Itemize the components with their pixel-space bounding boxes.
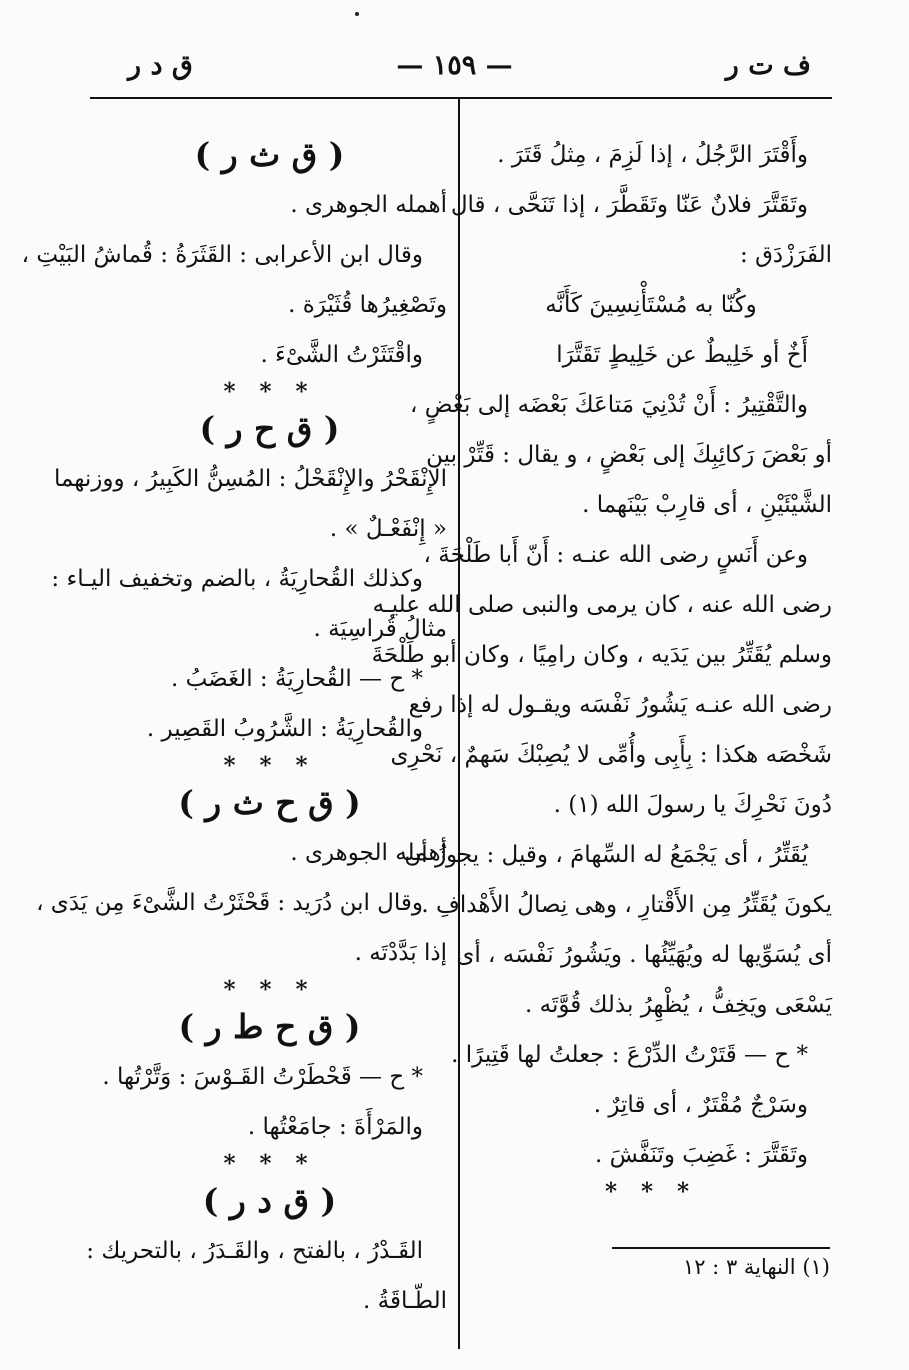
section-separator: * * * — [223, 1150, 316, 1177]
text-line: والتَّقْتِيرُ : أَنْ تُدْنِيَ مَتاعَكَ بَعْضَه إلى بَعْضٍ ، — [409, 392, 808, 418]
text-line: شَخْصَه هكذا : بِأَبِى وأُمِّى لا يُصِبْكَ سَهمٌ ، نَحْرِى — [390, 742, 832, 768]
section-separator: * * * — [223, 752, 316, 779]
text-line: القَـدْرُ ، بالفتح ، والقَـدَرُ ، بالتحريك : — [86, 1238, 423, 1264]
text-line: وقال ابن دُرَيد : قَحْثَرْتُ الشَّىْءَ مِن يَدَى ، — [36, 890, 423, 916]
text-line: * ح — القُحارِيَةُ : الغَضَبُ . — [170, 666, 423, 692]
text-line: أَخٌ أو خَلِيطٌ عن خَلِيطٍ تَقَتَّرَا — [556, 342, 808, 368]
text-line: * ح — قَحْطَرْتُ القَـوْسَ : وَتَّرْتُها . — [102, 1064, 423, 1090]
text-line: الطّـاقَةُ . — [363, 1288, 447, 1314]
page-number: — ١٥٩ — — [396, 50, 513, 81]
text-line: وتَقَتَّرَ فلانٌ عَنّا وتَقَطَّرَ ، إذا تَنَحَّى ، قال — [450, 192, 808, 218]
page-mark — [355, 12, 359, 16]
text-line: أو بَعْضَ رَكائِبِكَ إلى بَعْضٍ ، و يقال : قَتِّرْ بين — [426, 442, 832, 468]
text-line: أهمله الجوهرى . — [290, 840, 447, 866]
text-line: رضى الله عنه ، كان يرمى والنبى صلى الله عليـه — [372, 592, 832, 618]
header-root-right: ف ت ر — [725, 50, 811, 81]
header-root-left: ق د ر — [128, 50, 193, 81]
text-line: وتَقَتَّرَ : غَضِبَ وتَنَفَّشَ . — [594, 1142, 808, 1168]
text-line: يَسْعَى ويَخِفُّ ، يُظْهِرُ بذلك قُوَّتَه . — [525, 992, 832, 1018]
text-line: رضى الله عنـه يَشُورُ نَفْسَه ويقـول له إذا رفع — [408, 692, 832, 718]
text-line: « إِنْفَعْـلٌ » . — [329, 516, 447, 542]
text-line: وسَرْجٌ مُقْتَرٌ ، أى قاتِرٌ . — [593, 1092, 808, 1118]
text-line: والمَرْأَةَ : جامَعْتُها . — [247, 1114, 423, 1140]
text-line: وعن أَنَسٍ رضى الله عنـه : أَنّ أَبا طَلْحَةَ ، — [423, 542, 808, 568]
text-line: يُقَتِّرُ ، أى يَجْمَعُ له السِّهامَ ، وقيل : يجوزُ أن — [404, 842, 808, 868]
text-line: وقال ابن الأعرابى : القَثَرَةُ : قُماشُ البَيْتِ ، — [21, 242, 423, 268]
text-line: مثالُ قُراسِيَة . — [313, 616, 447, 642]
entry-heading: ( ق ث ر ) — [194, 135, 345, 174]
text-line: الفَرَزْدَق : — [740, 242, 832, 268]
text-line: وتَصْغِيرُها قُثَيْرَة . — [288, 292, 447, 318]
text-line: أهمله الجوهرى . — [290, 192, 447, 218]
text-line: دُونَ نَحْرِكَ يا رسولَ الله (١) . — [553, 792, 832, 818]
left-column — [21, 130, 447, 1326]
section-separator: * * * — [223, 378, 316, 405]
text-line: وكُنّا به مُسْتَأْنِسِينَ كَأَنَّه — [545, 292, 757, 318]
section-separator: * * * — [223, 976, 316, 1003]
text-line: أى يُسَوِّيها له ويُهَيِّئُها . ويَشُورُ نَفْسَه ، أى — [456, 942, 832, 968]
entry-heading: ( ق ح ث ر ) — [178, 783, 361, 822]
text-line: وسلم يُقَتِّرُ بين يَدَيه ، وكان رامِيًا ، وكان أبو طَلْحَةَ — [371, 642, 832, 668]
header-rule — [90, 97, 832, 99]
entry-heading: ( ق ح ر ) — [199, 409, 340, 448]
text-line: إذا بَدَّدْتَه . — [354, 940, 447, 966]
text-line: الإِنْقَحْرُ والإِنْقَحْلُ : المُسِنُّ الكَبِيرُ ، ووزنهما — [53, 466, 447, 492]
footnote-rule — [612, 1247, 830, 1249]
text-line: يكونَ يُقَتِّرُ مِن الأَقْتارِ ، وهى نِصالُ الأَهْدافِ . — [421, 892, 832, 918]
footnote: (١) النهاية ٣ : ١٢ — [682, 1255, 830, 1279]
text-line: والقُحارِيَةُ : الشَّرُوبُ القَصِير . — [146, 716, 423, 742]
text-line: وأَقْتَرَ الرَّجُلُ ، إذا لَزِمَ ، مِثلُ قَتَرَ . — [497, 142, 808, 168]
entry-heading: ( ق د ر ) — [202, 1181, 337, 1220]
section-separator: * * * — [604, 1178, 698, 1205]
text-line: الشَّيْئَيْنِ ، أى قارِبْ بَيْنَهما . — [582, 492, 832, 518]
text-line: وكذلك القُحارِيَةُ ، بالضم وتخفيف اليـاء : — [51, 566, 423, 592]
entry-heading: ( ق ح ط ر ) — [178, 1007, 361, 1046]
text-line: واقْتَثَرْتُ الشَّىْءَ . — [260, 342, 423, 368]
text-line: * ح — قَتَرْتُ الدِّرْعَ : جعلتُ لها قَتِيرًا . — [451, 1042, 808, 1068]
